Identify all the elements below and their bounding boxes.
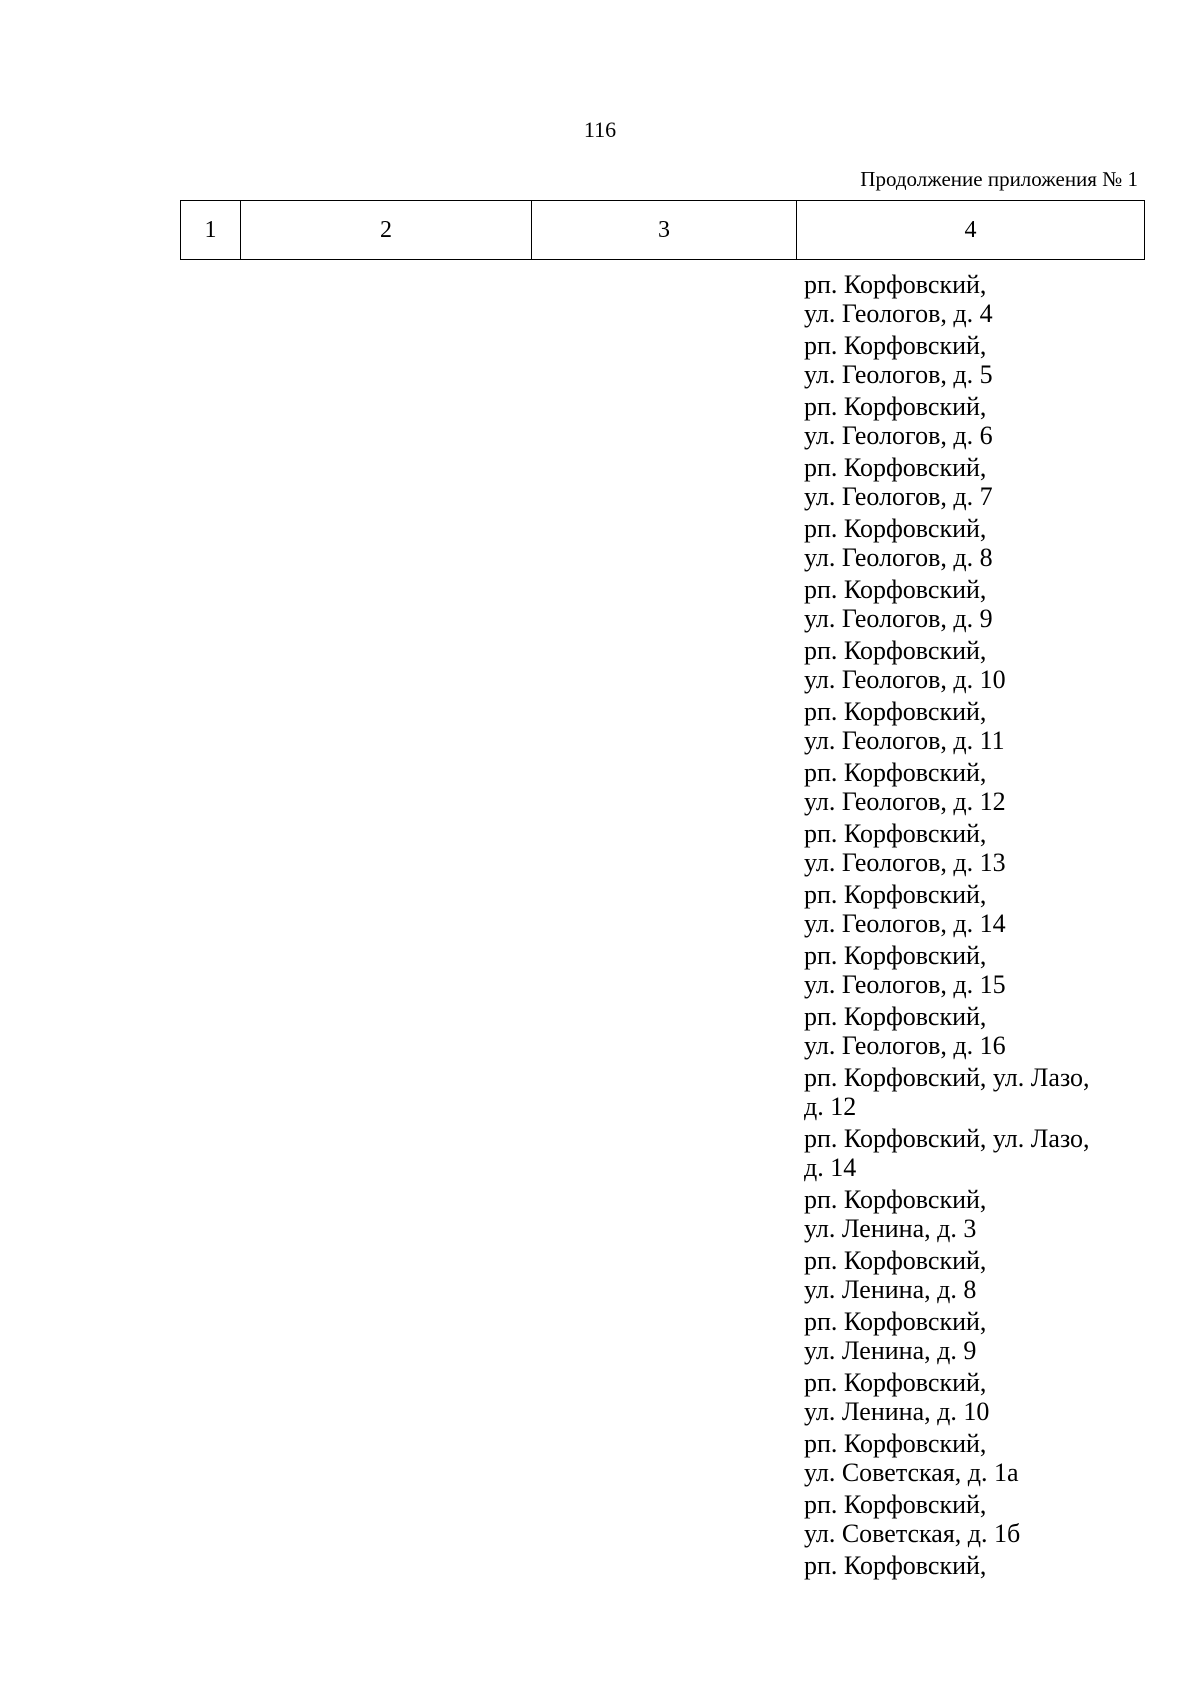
address-line-2: ул. Ленина, д. 9 [804,1336,977,1365]
address-entry [804,331,1144,392]
address-entry [804,453,1144,514]
address-line-1: рп. Корфовский, [804,270,987,299]
column-number-2: 2 [241,201,532,260]
address-line-2: ул. Геологов, д. 11 [804,726,1005,755]
address-entry [804,1124,1144,1185]
address-line-1: рп. Корфовский, [804,575,987,604]
address-line-1: рп. Корфовский, [804,514,987,543]
address-line-2: ул. Советская, д. 1б [804,1519,1021,1548]
column-number-1: 1 [181,201,241,260]
address-line-1: рп. Корфовский, [804,1307,987,1336]
address-entry [804,1490,1144,1551]
page-number: 116 [583,117,617,142]
address-entry [804,392,1144,453]
address-line-2: д. 12 [804,1092,857,1121]
address-line-1: рп. Корфовский, [804,453,987,482]
address-line-1: рп. Корфовский, [804,758,987,787]
address-entry [804,575,1144,636]
address-line-2: ул. Геологов, д. 13 [804,848,1006,877]
address-entry [804,1002,1144,1063]
address-line-2: ул. Геологов, д. 6 [804,421,993,450]
address-entry [804,1551,1144,1612]
address-line-1: рп. Корфовский, [804,1368,987,1397]
address-line-2: ул. Геологов, д. 14 [804,909,1006,938]
address-entry [804,758,1144,819]
address-line-1: рп. Корфовский, [804,392,987,421]
address-line-2: ул. Ленина, д. 10 [804,1397,990,1426]
address-line-1: рп. Корфовский, [804,1429,987,1458]
address-entry [804,1429,1144,1490]
address-line-1: рп. Корфовский, [804,880,987,909]
address-line-2: ул. Геологов, д. 10 [804,665,1006,694]
address-line-1: рп. Корфовский, [804,1185,987,1214]
address-entry [804,697,1144,758]
continuation-label: Продолжение приложения № 1 [860,167,1138,191]
address-entry [804,1185,1144,1246]
address-entry [804,1246,1144,1307]
address-entry [804,636,1144,697]
column-number-3: 3 [532,201,797,260]
address-entry [804,941,1144,1002]
address-line-1: рп. Корфовский, [804,636,987,665]
address-entry [804,880,1144,941]
column-number-header [180,200,1145,260]
address-line-1: рп. Корфовский, [804,1002,987,1031]
address-line-1: рп. Корфовский, [804,941,987,970]
address-line-2: д. 14 [804,1153,857,1182]
address-entry [804,819,1144,880]
address-line-2: ул. Советская, д. 1а [804,1458,1019,1487]
address-line-1: рп. Корфовский, [804,331,987,360]
address-line-1: рп. Корфовский, [804,819,987,848]
address-entry [804,1368,1144,1429]
address-line-1: рп. Корфовский, ул. Лазо, [804,1124,1090,1153]
address-list [804,270,1144,1612]
address-line-1: рп. Корфовский, [804,697,987,726]
address-line-1: рп. Корфовский, [804,1490,987,1519]
address-line-2: ул. Ленина, д. 8 [804,1275,977,1304]
address-line-1: рп. Корфовский, ул. Лазо, [804,1063,1090,1092]
address-entry [804,514,1144,575]
header-row [181,201,1145,260]
column-number-4: 4 [797,201,1145,260]
address-line-1: рп. Корфовский, [804,1551,987,1580]
address-line-2: ул. Геологов, д. 9 [804,604,993,633]
address-line-2: ул. Геологов, д. 4 [804,299,993,328]
address-entry [804,1307,1144,1368]
address-line-2: ул. Ленина, д. 3 [804,1214,977,1243]
address-entry [804,270,1144,331]
address-line-2: ул. Геологов, д. 5 [804,360,993,389]
address-line-1: рп. Корфовский, [804,1246,987,1275]
address-line-2: ул. Геологов, д. 7 [804,482,993,511]
address-line-2: ул. Геологов, д. 15 [804,970,1006,999]
address-line-2: ул. Геологов, д. 12 [804,787,1006,816]
address-line-2: ул. Геологов, д. 16 [804,1031,1006,1060]
address-line-2: ул. Геологов, д. 8 [804,543,993,572]
address-entry [804,1063,1144,1124]
